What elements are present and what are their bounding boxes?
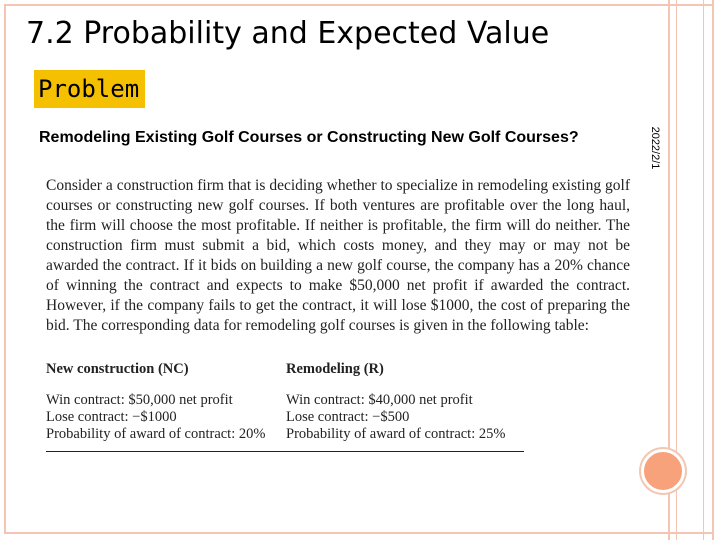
table-cell: Lose contract: −$500 [286, 409, 410, 425]
table-row [46, 392, 526, 409]
slide-date: 2022/2/1 [649, 126, 661, 170]
table-header-remodeling: Remodeling (R) [286, 361, 384, 377]
problem-subtitle: Remodeling Existing Golf Courses or Constructing New Golf Courses? [39, 129, 579, 146]
table-row [46, 426, 526, 443]
table-header-row [46, 361, 526, 392]
table-cell: Win contract: $40,000 net profit [286, 392, 473, 408]
table-cell: Win contract: $50,000 net profit [46, 392, 233, 408]
problem-label: Problem [34, 70, 145, 108]
table-cell: Probability of award of contract: 25% [286, 426, 506, 442]
table-header-new-construction: New construction (NC) [46, 361, 189, 377]
decorative-circle [641, 449, 685, 493]
table-cell: Lose contract: −$1000 [46, 409, 177, 425]
table-bottom-rule [46, 451, 524, 452]
problem-paragraph: Consider a construction firm that is deciding whether to specialize in remodeling existing golf courses or constructing new golf courses. If both ventures are profitable over the long haul, the firm will choose the most profitable. If neither is profitable, the firm will do neither. The construction firm must submit a bid, which costs money, and they may or may not be awarded the contract. If it bids on building a new golf course, the company has a 20% chance of winning the contract and expects to make $50,000 net profit if awarded the contract. However, if the company fails to get the contract, it will lose $1000, the cost of preparing the bid. The corresponding data for remodeling golf courses is given in the following table: [46, 177, 630, 334]
contract-data-table [46, 361, 526, 443]
slide-title: 7.2 Probability and Expected Value [26, 16, 550, 51]
table-cell: Probability of award of contract: 20% [46, 426, 266, 442]
table-row [46, 409, 526, 426]
